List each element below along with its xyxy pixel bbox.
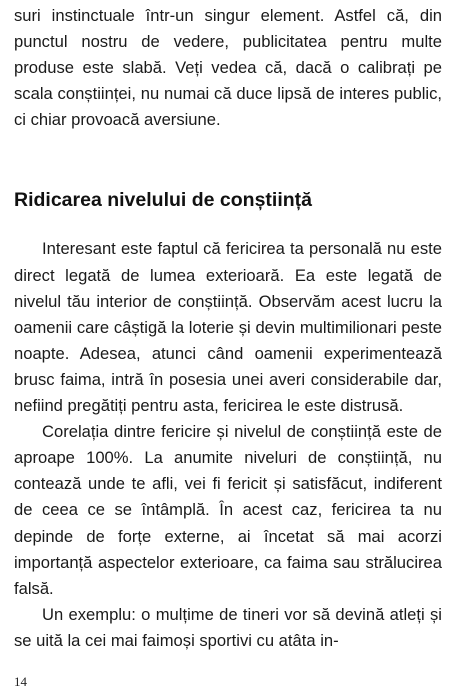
- continued-paragraph: suri instinctuale într-un singur element. Astfel că, din punctul nostru de vedere, publicitatea pentru multe produse este slabă. Veți vedea că, dacă o calibrați pe scala conștiinței, nu numai că duce lipsă de interes public, ci chiar provoacă aversiune.: [14, 6, 442, 130]
- body-paragraph-3: Un exemplu: o mulțime de tineri vor să devină atleți și se uită la cei mai faimoși sportivi cu atâta in-: [14, 604, 442, 650]
- body-paragraph-2: Corelația dintre fericire și nivelul de conștiință este de aproape 100%. La anumite niveluri de conștiință, nu contează unde te afli, vei fi fericit și satisfăcut, indiferent de ceea ce se întâmplă. În acest caz, fericirea ta nu depinde de forțe externe, ai încetat să mai acorzi importanță aspectelor exterioare, ca faima sau strălucirea falsă.: [14, 422, 442, 598]
- body-paragraph-1: Interesant este faptul că fericirea ta personală nu este direct legată de lumea exterioară. Ea este legată de nivelul tău interior de conștiință. Observăm acest lucru la oamenii care câștigă la loterie și devin multimilionari peste noapte. Adesea, atunci când oamenii experimentează brusc faima, intră în posesia unei averi considerabile dar, nefiind pregătiți pentru asta, fericirea le este distrusă.: [14, 239, 442, 416]
- page-number: 14: [14, 674, 27, 689]
- document-page: [14, 0, 442, 654]
- section-heading: Ridicarea nivelului de conștiință: [14, 189, 312, 212]
